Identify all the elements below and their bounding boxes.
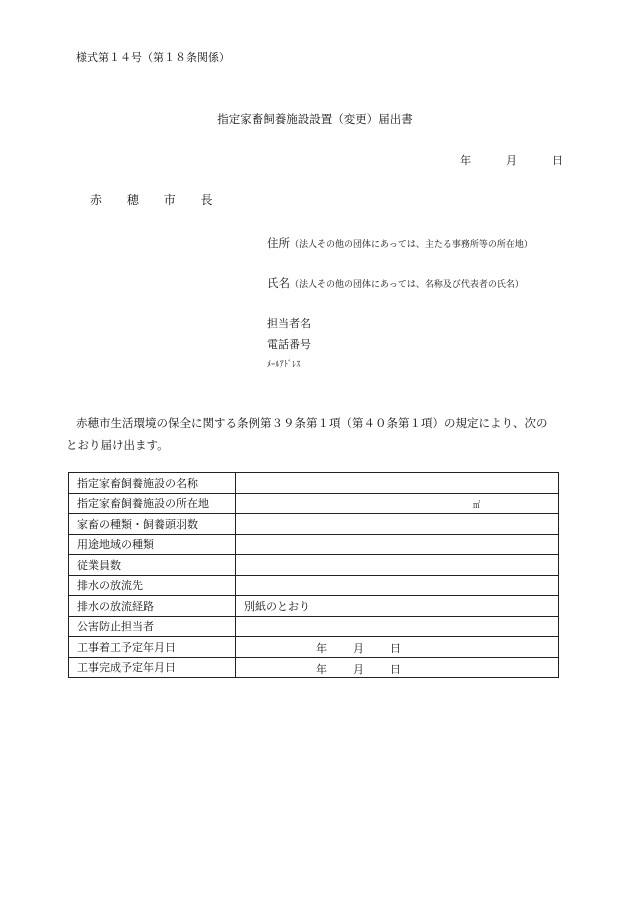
table-row xyxy=(69,637,559,658)
form-number: 様式第１４号（第１８条関係） xyxy=(76,51,230,64)
row-label: 工事完成予定年月日 xyxy=(69,657,236,678)
row-label: 用途地域の種類 xyxy=(69,534,236,555)
address-note: （法人その他の団体にあっては、主たる事務所等の所在地） xyxy=(290,240,533,250)
email-label: ﾒｰﾙｱﾄﾞﾚｽ xyxy=(267,360,301,370)
livestock-type-field[interactable] xyxy=(236,514,559,535)
drainage-route-field[interactable]: 別紙のとおり xyxy=(236,596,559,617)
construction-start-date-field[interactable] xyxy=(236,637,559,658)
facility-location-field[interactable] xyxy=(236,493,559,514)
facility-name-field[interactable] xyxy=(236,473,559,494)
name-label: 氏名 xyxy=(267,276,290,290)
date-year-label: 年 xyxy=(460,154,471,167)
employee-count-field[interactable] xyxy=(236,555,559,576)
table-row xyxy=(69,657,559,678)
addressee-char: 長 xyxy=(200,193,213,207)
submission-date xyxy=(460,152,563,168)
addressee xyxy=(90,191,234,208)
declaration-line-2: とおり届け出ます。 xyxy=(66,438,169,452)
table-row xyxy=(69,555,559,576)
row-label: 公害防止担当者 xyxy=(69,616,236,637)
name-note: （法人その他の団体にあっては、名称及び代表者の氏名） xyxy=(290,280,524,290)
table-row xyxy=(69,575,559,596)
month-label: 月 xyxy=(353,642,364,655)
addressee-char: 市 xyxy=(163,193,176,207)
row-label: 排水の放流先 xyxy=(69,575,236,596)
zoning-type-field[interactable] xyxy=(236,534,559,555)
table-row xyxy=(69,616,559,637)
day-label: 日 xyxy=(390,642,401,655)
table-row xyxy=(69,514,559,535)
address-label: 住所 xyxy=(267,236,290,250)
contact-person-label: 担当者名 xyxy=(267,317,311,330)
declaration-text xyxy=(66,412,574,456)
document-title: 指定家畜飼養施設設置（変更）届出書 xyxy=(217,112,413,126)
facility-info-table xyxy=(68,472,559,678)
date-month-label: 月 xyxy=(506,154,517,167)
table-row xyxy=(69,473,559,494)
construction-start-date xyxy=(316,640,401,656)
row-label: 従業員数 xyxy=(69,555,236,576)
drainage-destination-field[interactable] xyxy=(236,575,559,596)
addressee-char: 赤 xyxy=(90,193,103,207)
phone-label: 電話番号 xyxy=(267,338,311,351)
day-label: 日 xyxy=(390,662,401,676)
applicant-address xyxy=(267,235,533,251)
date-day-label: 日 xyxy=(552,154,563,167)
construction-end-date-field[interactable] xyxy=(236,657,559,678)
addressee-char: 穂 xyxy=(126,193,139,207)
row-label: 指定家畜飼養施設の名称 xyxy=(69,473,236,494)
applicant-name xyxy=(267,275,524,291)
declaration-line-1: 赤穂市生活環境の保全に関する条例第３９条第１項（第４０条第１項）の規定により、次の xyxy=(76,416,548,430)
row-label: 家畜の種類・飼養頭羽数 xyxy=(69,514,236,535)
row-label: 排水の放流経路 xyxy=(69,596,236,617)
month-label: 月 xyxy=(353,662,364,676)
table-row xyxy=(69,534,559,555)
area-unit: ㎡ xyxy=(473,500,481,511)
table-row xyxy=(69,493,559,514)
table-row xyxy=(69,596,559,617)
year-label: 年 xyxy=(316,662,327,676)
pollution-officer-field[interactable] xyxy=(236,616,559,637)
year-label: 年 xyxy=(316,642,327,655)
row-label: 指定家畜飼養施設の所在地 xyxy=(69,493,236,514)
construction-end-date xyxy=(316,661,401,677)
row-label: 工事着工予定年月日 xyxy=(69,637,236,658)
